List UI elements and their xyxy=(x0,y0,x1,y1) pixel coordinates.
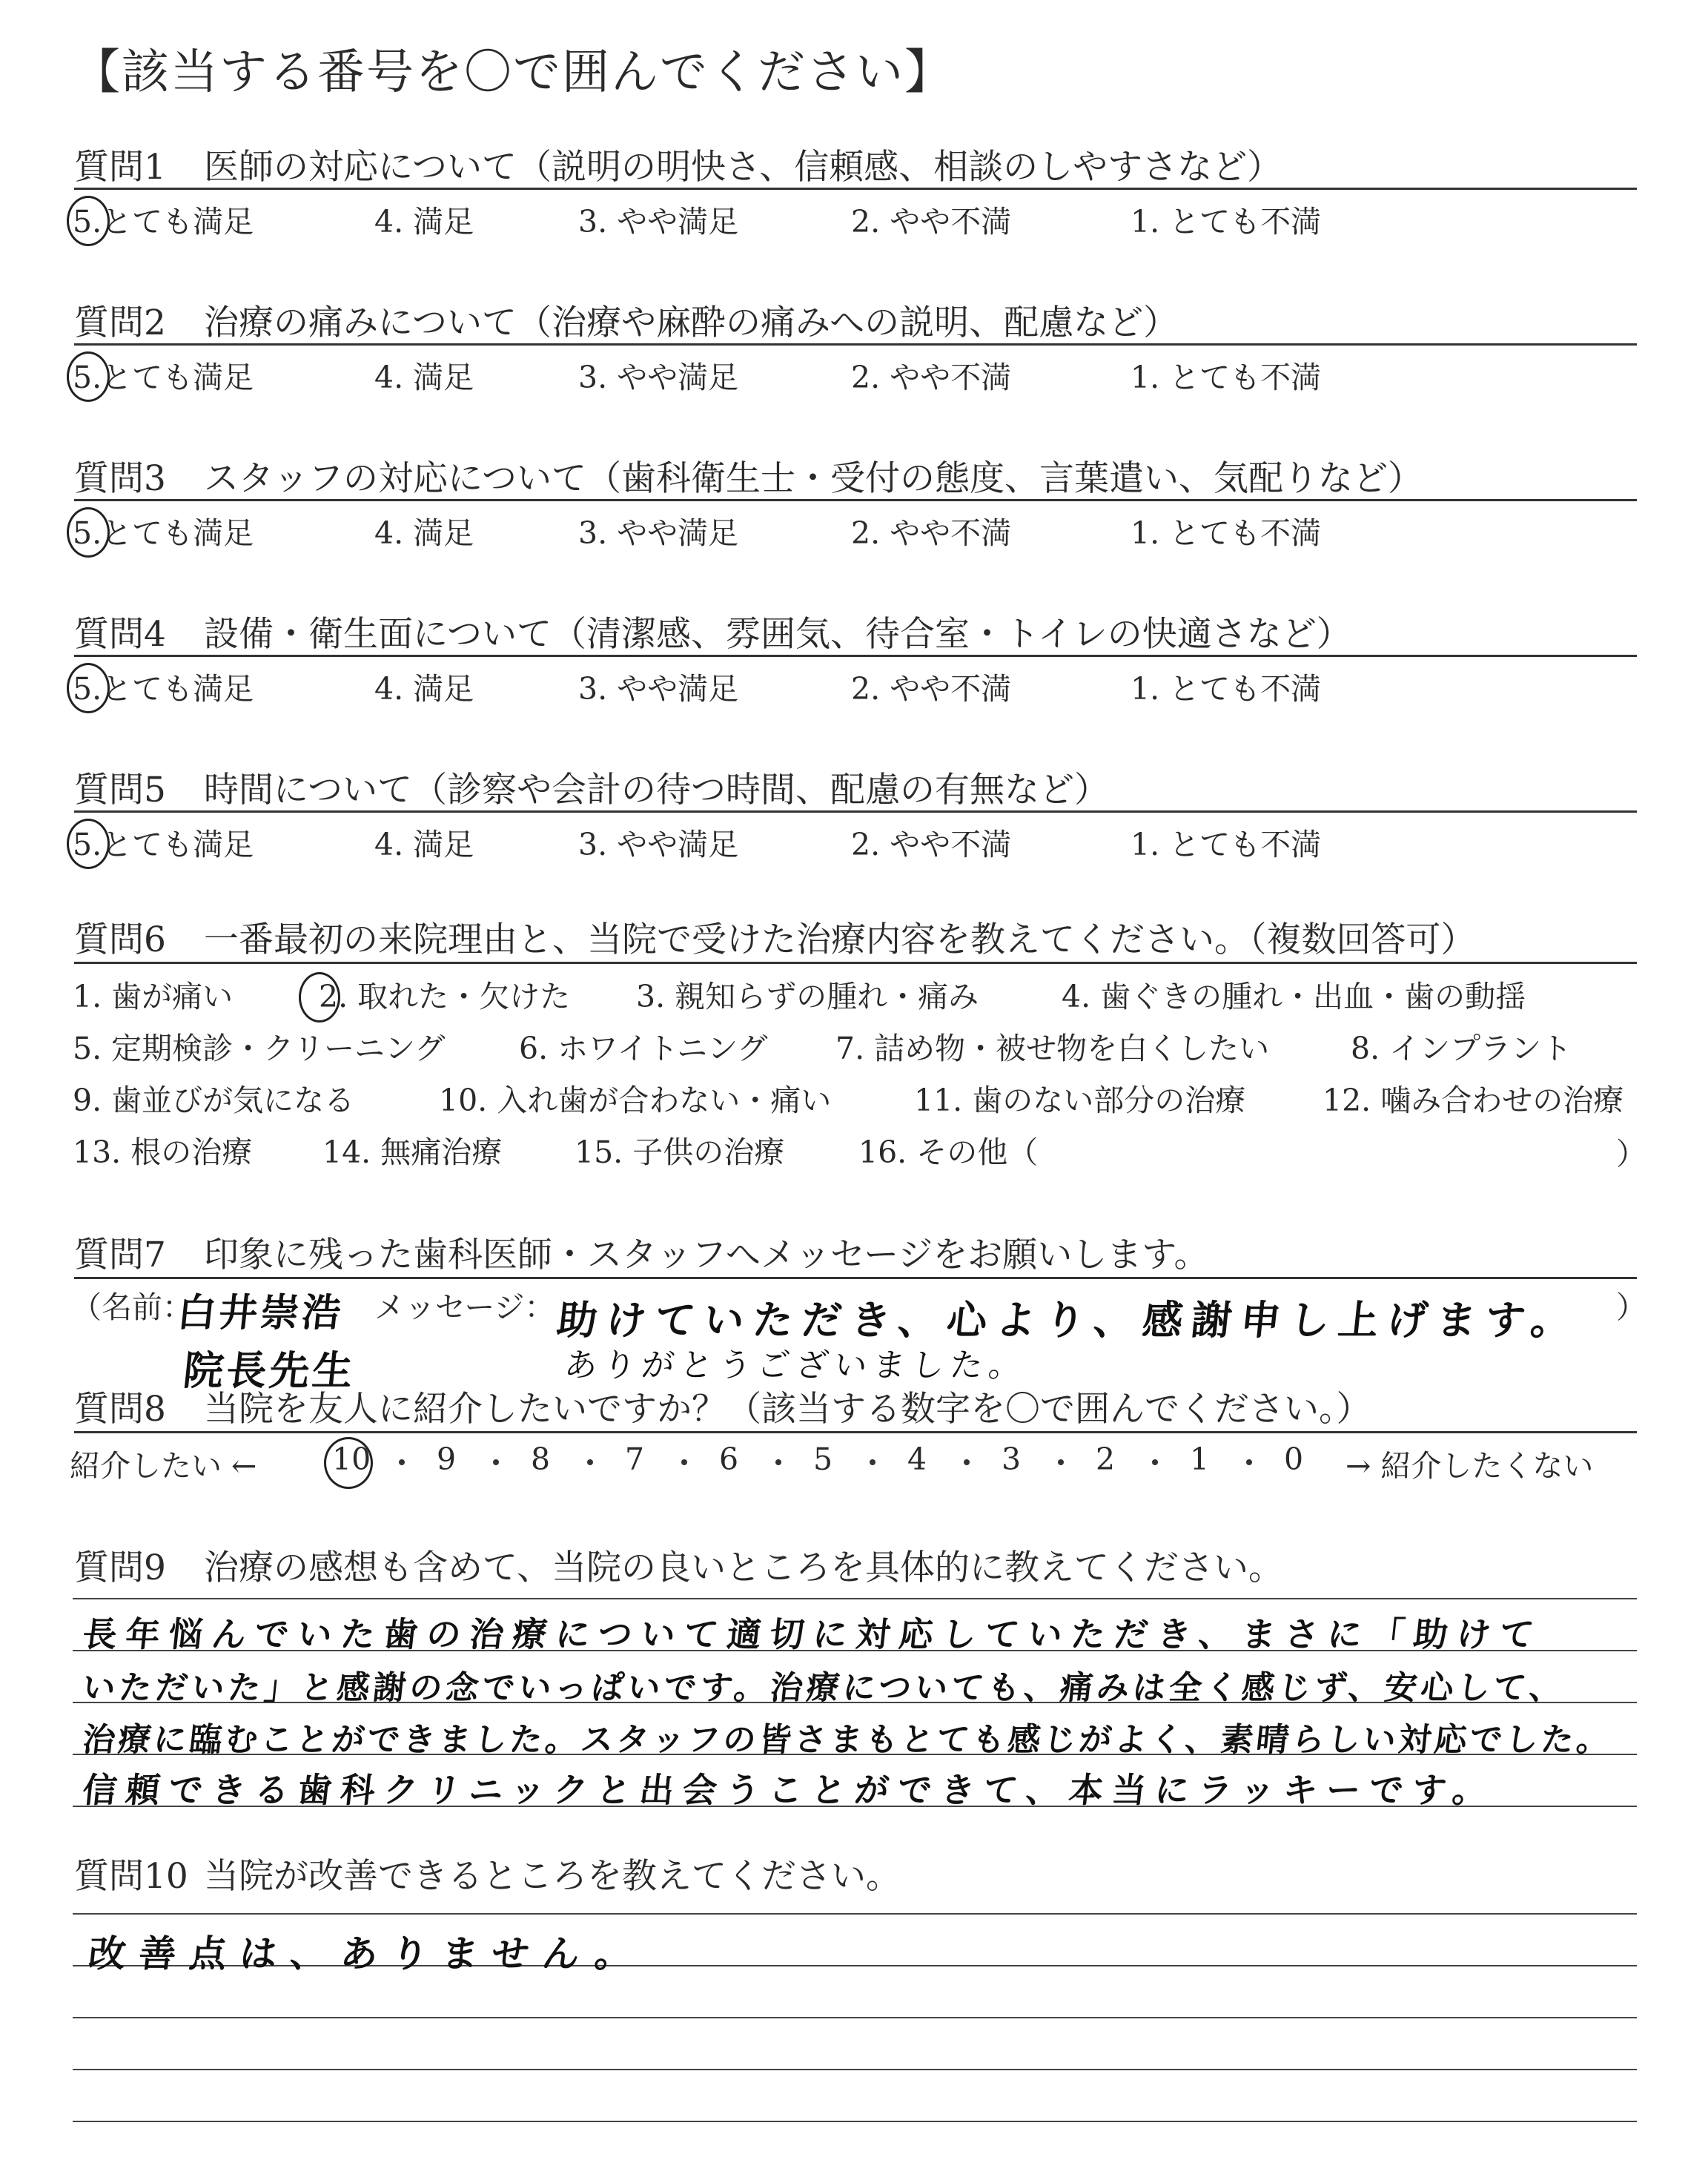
q5-heading xyxy=(74,762,1109,812)
q9-answer-line4: 信頼できる歯科クリニックと出会うことができて、本当にラッキーです。 xyxy=(80,1770,1498,1810)
q3-option-1[interactable]: 1. とても不満 xyxy=(1131,515,1322,551)
q2-option-4[interactable]: 4. 満足 xyxy=(374,360,474,395)
q6-option-10[interactable]: 10. 入れ歯が合わない・痛い xyxy=(439,1083,832,1118)
q8-selected-circle[interactable] xyxy=(324,1437,373,1489)
q5-option-4[interactable]: 4. 満足 xyxy=(374,827,474,862)
q6-option-9[interactable]: 9. 歯並びが気になる xyxy=(73,1083,355,1118)
q10-heading xyxy=(74,1849,901,1898)
q8-scale-separator xyxy=(493,1459,499,1465)
q10-line-3 xyxy=(73,2069,1637,2070)
q2-option-5[interactable]: 5.とても満足 xyxy=(73,360,254,395)
q9-answer-line3: 治療に臨むことができました。スタッフの皆さまもとても感じがよく、素晴らしい対応でした。 xyxy=(80,1721,1615,1759)
q5-selected-circle[interactable] xyxy=(67,819,110,869)
q9-answer-line1: 長年悩んでいた歯の治療について適切に対応していただき、まさに「助けて xyxy=(80,1614,1545,1654)
q4-selected-circle[interactable] xyxy=(67,663,110,713)
form-title: 【該当する番号を〇で囲んでください】 xyxy=(73,45,953,100)
q8-scale-separator xyxy=(1152,1459,1158,1465)
q9-heading xyxy=(74,1540,1283,1590)
q8-scale-separator xyxy=(870,1459,875,1465)
q2-text: 治療の痛みについて（治療や麻酔の痛みへの説明、配慮など） xyxy=(204,303,1179,343)
q4-rule xyxy=(74,655,1637,657)
q8-scale-6[interactable]: 6 xyxy=(719,1441,739,1477)
q7-text: 印象に残った歯科医師・スタッフへメッセージをお願いします。 xyxy=(204,1235,1209,1275)
q1-option-2[interactable]: 2. やや不満 xyxy=(851,204,1012,240)
q6-heading xyxy=(74,912,1476,962)
q7-message-label: メッセージ： xyxy=(374,1289,555,1325)
q8-heading xyxy=(74,1381,1371,1431)
q5-option-2[interactable]: 2. やや不満 xyxy=(851,827,1012,862)
q5-text: 時間について（診察や会計の待つ時間、配慮の有無など） xyxy=(204,770,1110,810)
q8-text: 当院を友人に紹介したいですか？（該当する数字を〇で囲んでください。） xyxy=(204,1389,1371,1430)
q4-number: 質問4 xyxy=(74,614,166,655)
q5-option-3[interactable]: 3. やや満足 xyxy=(578,827,739,862)
q8-number: 質問8 xyxy=(74,1389,166,1430)
q7-name-label: （名前： xyxy=(71,1289,193,1325)
q6-option-2[interactable]: 2. 取れた・欠けた xyxy=(319,979,571,1014)
q8-scale-separator xyxy=(399,1459,405,1465)
q6-option-3[interactable]: 3. 親知らずの腫れ・痛み xyxy=(636,979,979,1014)
q3-selected-circle[interactable] xyxy=(67,507,110,558)
q7-close: ） xyxy=(1616,1289,1646,1325)
q1-rule xyxy=(74,188,1637,190)
q6-option-7[interactable]: 7. 詰め物・被せ物を白くしたい xyxy=(835,1031,1270,1066)
q5-number: 質問5 xyxy=(74,770,166,810)
q1-option-1[interactable]: 1. とても不満 xyxy=(1131,204,1322,240)
q1-text: 医師の対応について（説明の明快さ、信頼感、相談のしやすさなど） xyxy=(204,147,1282,188)
q8-scale-0[interactable]: 0 xyxy=(1284,1441,1304,1477)
q5-option-5[interactable]: 5.とても満足 xyxy=(73,827,254,862)
q8-scale-separator xyxy=(1246,1459,1252,1465)
q1-option-3[interactable]: 3. やや満足 xyxy=(578,204,739,240)
q8-scale-10[interactable]: 10 xyxy=(332,1441,371,1477)
q8-left-label: 紹介したい ← xyxy=(70,1448,257,1484)
q3-heading xyxy=(74,451,1423,501)
q10-line-2 xyxy=(73,2017,1637,2018)
q7-name-line1: 白井崇浩 xyxy=(175,1291,346,1335)
q6-option-5[interactable]: 5. 定期検診・クリーニング xyxy=(73,1031,446,1066)
q4-option-5[interactable]: 5.とても満足 xyxy=(73,671,254,707)
q1-number: 質問1 xyxy=(74,147,166,188)
q8-scale-separator xyxy=(681,1459,687,1465)
q3-option-4[interactable]: 4. 満足 xyxy=(374,515,474,551)
q10-answer-line1: 改善点は、ありません。 xyxy=(86,1932,648,1975)
q4-heading xyxy=(74,607,1351,656)
q7-message-line1: 助けていただき、心より、感謝申し上げます。 xyxy=(555,1297,1583,1344)
q2-option-2[interactable]: 2. やや不満 xyxy=(851,360,1012,395)
q3-number: 質問3 xyxy=(74,458,166,499)
q3-text: スタッフの対応について（歯科衛生士・受付の態度、言葉遣い、気配りなど） xyxy=(204,458,1423,499)
q1-heading xyxy=(74,139,1282,189)
q8-scale-2[interactable]: 2 xyxy=(1096,1441,1116,1477)
q4-option-2[interactable]: 2. やや不満 xyxy=(851,671,1012,707)
q8-scale-4[interactable]: 4 xyxy=(907,1441,927,1477)
q3-option-3[interactable]: 3. やや満足 xyxy=(578,515,739,551)
q8-scale-separator xyxy=(775,1459,781,1465)
q8-scale-separator xyxy=(964,1459,970,1465)
q6-option-6[interactable]: 6. ホワイトニング xyxy=(519,1031,768,1066)
q9-number: 質問9 xyxy=(74,1548,166,1588)
q8-scale-separator xyxy=(587,1459,593,1465)
q8-scale-3[interactable]: 3 xyxy=(1002,1441,1022,1477)
q2-selected-circle[interactable] xyxy=(67,351,110,402)
q6-option-11[interactable]: 11. 歯のない部分の治療 xyxy=(914,1083,1246,1118)
q8-rule xyxy=(74,1431,1637,1433)
q6-option-12[interactable]: 12. 噛み合わせの治療 xyxy=(1323,1083,1624,1118)
q8-right-label: → 紹介したくない xyxy=(1345,1448,1594,1484)
q5-option-1[interactable]: 1. とても不満 xyxy=(1131,827,1322,862)
q6-selected-circle[interactable] xyxy=(299,972,340,1023)
q6-option-14[interactable]: 14. 無痛治療 xyxy=(322,1135,503,1170)
q6-option-4[interactable]: 4. 歯ぐきの腫れ・出血・歯の動揺 xyxy=(1062,979,1526,1014)
q6-option-16[interactable]: 16. その他（ xyxy=(858,1135,1039,1170)
q9-text: 治療の感想も含めて、当院の良いところを具体的に教えてください。 xyxy=(204,1548,1284,1588)
q7-heading xyxy=(74,1227,1208,1277)
q10-text: 当院が改善できるところを教えてください。 xyxy=(204,1856,901,1897)
q4-option-1[interactable]: 1. とても不満 xyxy=(1131,671,1322,707)
q6-number: 質問6 xyxy=(74,919,166,960)
q6-option-15[interactable]: 15. 子供の治療 xyxy=(575,1135,785,1170)
q10-line-top xyxy=(73,1913,1637,1915)
q2-option-3[interactable]: 3. やや満足 xyxy=(578,360,739,395)
q1-option-4[interactable]: 4. 満足 xyxy=(374,204,474,240)
q4-option-4[interactable]: 4. 満足 xyxy=(374,671,474,707)
q10-line-4 xyxy=(73,2121,1637,2122)
q3-option-5[interactable]: 5.とても満足 xyxy=(73,515,254,551)
q7-name-line2: 院長先生 xyxy=(181,1347,358,1394)
q4-text: 設備・衛生面について（清潔感、雰囲気、待合室・トイレの快適さなど） xyxy=(204,614,1351,655)
q9-line-top xyxy=(73,1598,1637,1599)
q3-option-2[interactable]: 2. やや不満 xyxy=(851,515,1012,551)
q6-rule xyxy=(74,962,1637,964)
q6-option-13[interactable]: 13. 根の治療 xyxy=(73,1135,253,1170)
q2-rule xyxy=(74,343,1637,346)
q6-option-8[interactable]: 8. インプラント xyxy=(1351,1031,1572,1066)
q9-answer-line2: いただいた」と感謝の念でいっぱいです。治療についても、痛みは全く感じず、安心して、 xyxy=(80,1669,1568,1707)
q5-rule xyxy=(74,810,1637,813)
q10-number: 質問10 xyxy=(74,1856,188,1897)
q7-number: 質問7 xyxy=(74,1235,166,1275)
q6-other-close: ） xyxy=(1616,1136,1646,1172)
q6-text: 一番最初の来院理由と、当院で受けた治療内容を教えてください。（複数回答可） xyxy=(204,919,1476,960)
q8-scale-7[interactable]: 7 xyxy=(625,1441,645,1477)
q1-option-5[interactable]: 5.とても満足 xyxy=(73,204,254,240)
q2-number: 質問2 xyxy=(74,303,166,343)
q8-scale-9[interactable]: 9 xyxy=(437,1441,457,1477)
q8-scale-8[interactable]: 8 xyxy=(531,1441,551,1477)
q2-heading xyxy=(74,295,1178,345)
q7-message-line2: ありがとうございました。 xyxy=(562,1347,1030,1384)
q8-scale-1[interactable]: 1 xyxy=(1190,1441,1210,1477)
q7-rule xyxy=(74,1277,1637,1279)
q8-scale-5[interactable]: 5 xyxy=(813,1441,833,1477)
q3-rule xyxy=(74,499,1637,501)
q1-selected-circle[interactable] xyxy=(67,196,110,246)
q6-option-1[interactable]: 1. 歯が痛い xyxy=(73,979,234,1014)
q8-scale-separator xyxy=(1058,1459,1064,1465)
q2-option-1[interactable]: 1. とても不満 xyxy=(1131,360,1322,395)
q4-option-3[interactable]: 3. やや満足 xyxy=(578,671,739,707)
